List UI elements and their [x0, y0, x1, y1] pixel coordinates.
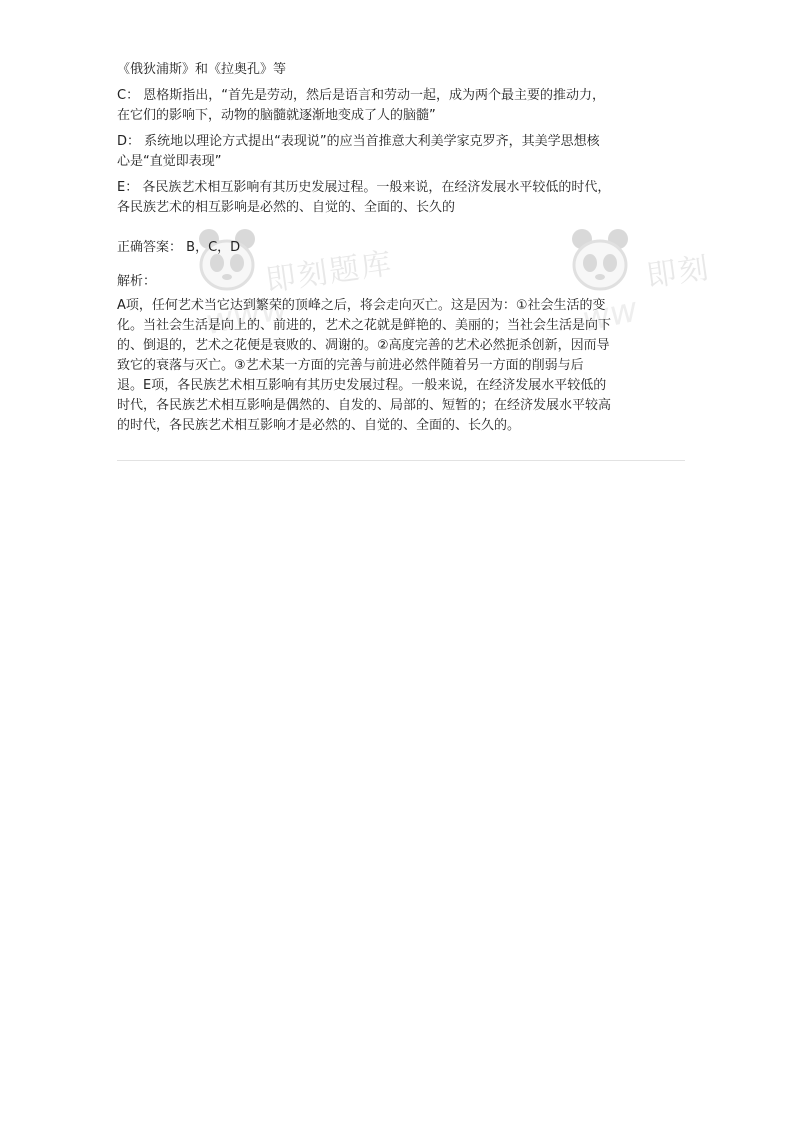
spacer	[117, 224, 685, 238]
answer-label: 正确答案：	[117, 240, 183, 255]
option-label: E：	[117, 180, 139, 195]
answer-value: B，C，D	[186, 240, 241, 255]
watermark-url-glyphs: www	[201, 286, 292, 344]
option-label: C：	[117, 88, 140, 103]
analysis-line: 化。当社会生活是向上的、前进的，艺术之花就是鲜艳的、美丽的；当社会生活是向下	[117, 318, 612, 333]
option-c	[117, 86, 685, 126]
option-e	[117, 178, 685, 218]
option-text-continued: 在它们的影响下，动物的脑髓就逐渐地变成了人的脑髓”	[117, 108, 436, 123]
option-text: 恩格斯指出，“首先是劳动，然后是语言和劳动一起，成为两个最主要的推动力，	[143, 88, 605, 103]
option-text-continued: 各民族艺术的相互影响是必然的、自觉的、全面的、长久的	[117, 200, 456, 215]
watermark-brand-text: 即刻题库	[263, 246, 396, 299]
analysis-body	[117, 296, 685, 436]
correct-answer	[117, 238, 685, 258]
analysis-line: 的时代，各民族艺术相互影响才是必然的、自觉的、全面的、长久的。	[117, 418, 521, 433]
section-divider	[117, 460, 685, 461]
watermark-brand-text-partial: 即刻	[644, 250, 713, 295]
analysis-line: A项，任何艺术当它达到繁荣的顶峰之后，将会走向灭亡。这是因为：①社会生活的变	[117, 298, 606, 313]
option-text-continued: 心是“直觉即表现”	[117, 154, 222, 169]
option-b-tail: 《俄狄浦斯》和《拉奥孔》等	[117, 62, 287, 77]
analysis-line: 致它的衰落与灭亡。③艺术某一方面的完善与前进必然伴随着另一方面的削弱与后	[117, 358, 584, 373]
option-text: 系统地以理论方式提出“表现说”的应当首推意大利美学家克罗齐，其美学思想核	[144, 134, 600, 149]
option-d	[117, 132, 685, 172]
option-label: D：	[117, 134, 141, 149]
analysis-title: 解析：	[117, 274, 157, 289]
option-text: 各民族艺术相互影响有其历史发展过程。一般来说，在经济发展水平较低的时代，	[142, 180, 611, 195]
analysis-line: 时代，各民族艺术相互影响是偶然的、自发的、局部的、短暂的；在经济发展水平较高	[117, 398, 612, 413]
analysis-line: 的、倒退的，艺术之花便是衰败的、凋谢的。②高度完善的艺术必然扼杀创新，因而导	[117, 338, 610, 353]
analysis-line: 退。E项，各民族艺术相互影响有其历史发展过程。一般来说，在经济发展水平较低的	[117, 378, 607, 393]
watermark-url-glyphs: ww	[578, 289, 642, 341]
question-content	[117, 60, 685, 436]
